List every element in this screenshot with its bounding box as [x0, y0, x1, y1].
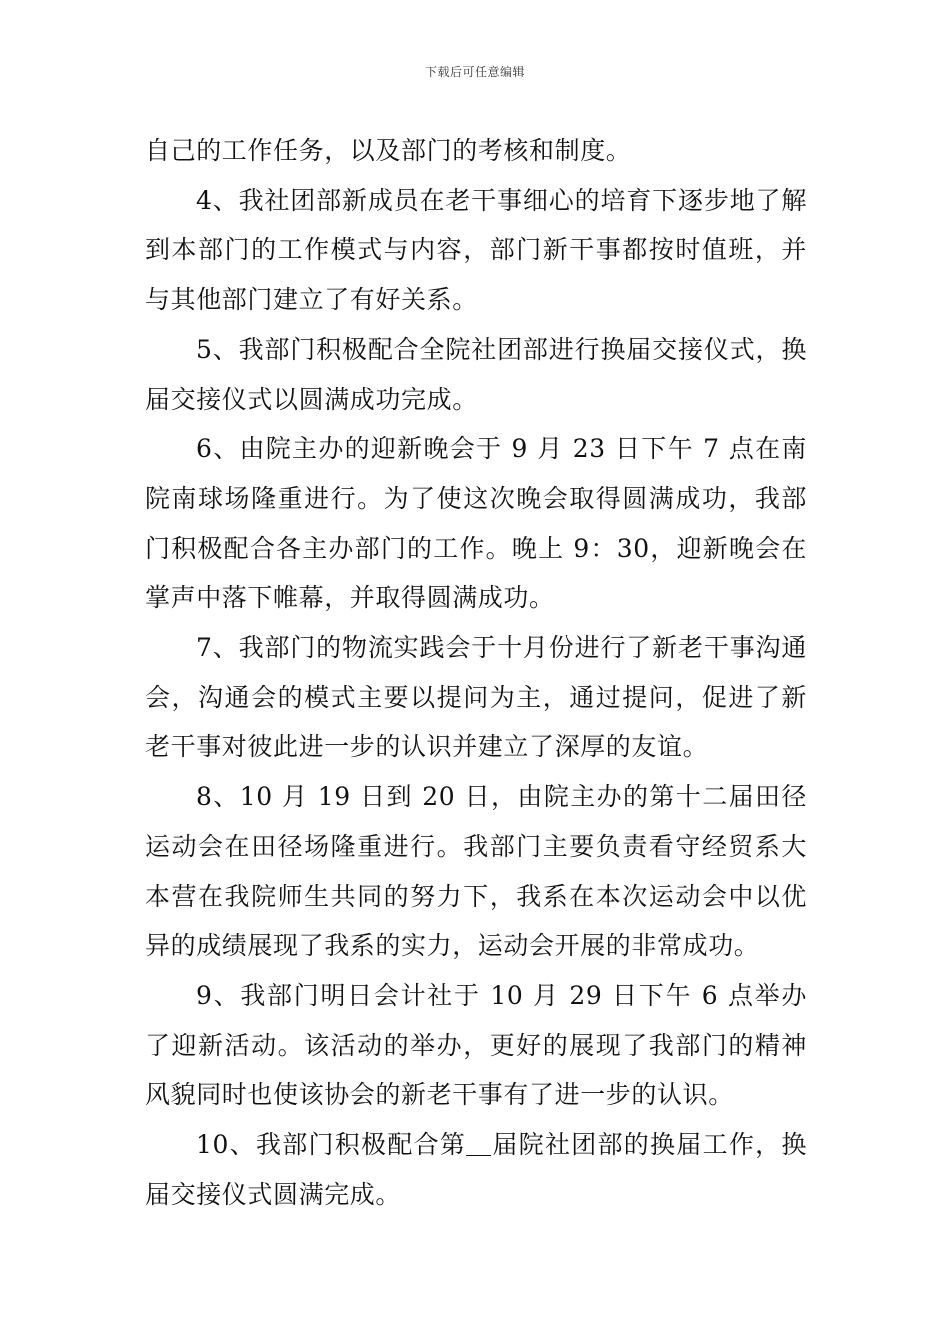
paragraph-continuation: 自己的工作任务，以及部门的考核和制度。: [145, 136, 632, 165]
paragraph-item-4: 4、我社团部新成员在老干事细心的培育下逐步地了解到本部门的工作模式与内容，部门新干事都按时值班，并与其他部门建立了有好关系。: [145, 185, 807, 315]
page-header-note: 下载后可任意编辑: [424, 65, 525, 79]
paragraph-item-9: 9、我部门明日会计社于 10 月 29 日下午 6 点举办了迎新活动。该活动的举办，更好的展现了我部门的精神风貌同时也使该协会的新老干事有了进一步的认识。: [145, 980, 807, 1110]
document-body: [145, 126, 807, 1219]
paragraph-item-10: 10、我部门积极配合第＿届院社团部的换届工作，换届交接仪式圆满完成。: [145, 1130, 807, 1209]
paragraph-item-6: 6、由院主办的迎新晚会于 9 月 23 日下午 7 点在南院南球场隆重进行。为了使这次晚会取得圆满成功，我部门积极配合各主办部门的工作。晚上 9：30，迎新晚会在掌声中落下帷幕，并取得圆满成功。: [145, 434, 807, 613]
paragraph-item-5: 5、我部门积极配合全院社团部进行换届交接仪式，换届交接仪式以圆满成功完成。: [145, 334, 807, 414]
paragraph-item-8: 8、10 月 19 日到 20 日，由院主办的第十二届田径运动会在田径场隆重进行。我部门主要负责看守经贸系大本营在我院师生共同的努力下，我系在本次运动会中以优异的成绩展现了我系的实力，运动会开展的非常成功。: [145, 782, 807, 961]
paragraph-item-7: 7、我部门的物流实践会于十月份进行了新老干事沟通会，沟通会的模式主要以提问为主，通过提问，促进了新老干事对彼此进一步的认识并建立了深厚的友谊。: [145, 633, 807, 762]
